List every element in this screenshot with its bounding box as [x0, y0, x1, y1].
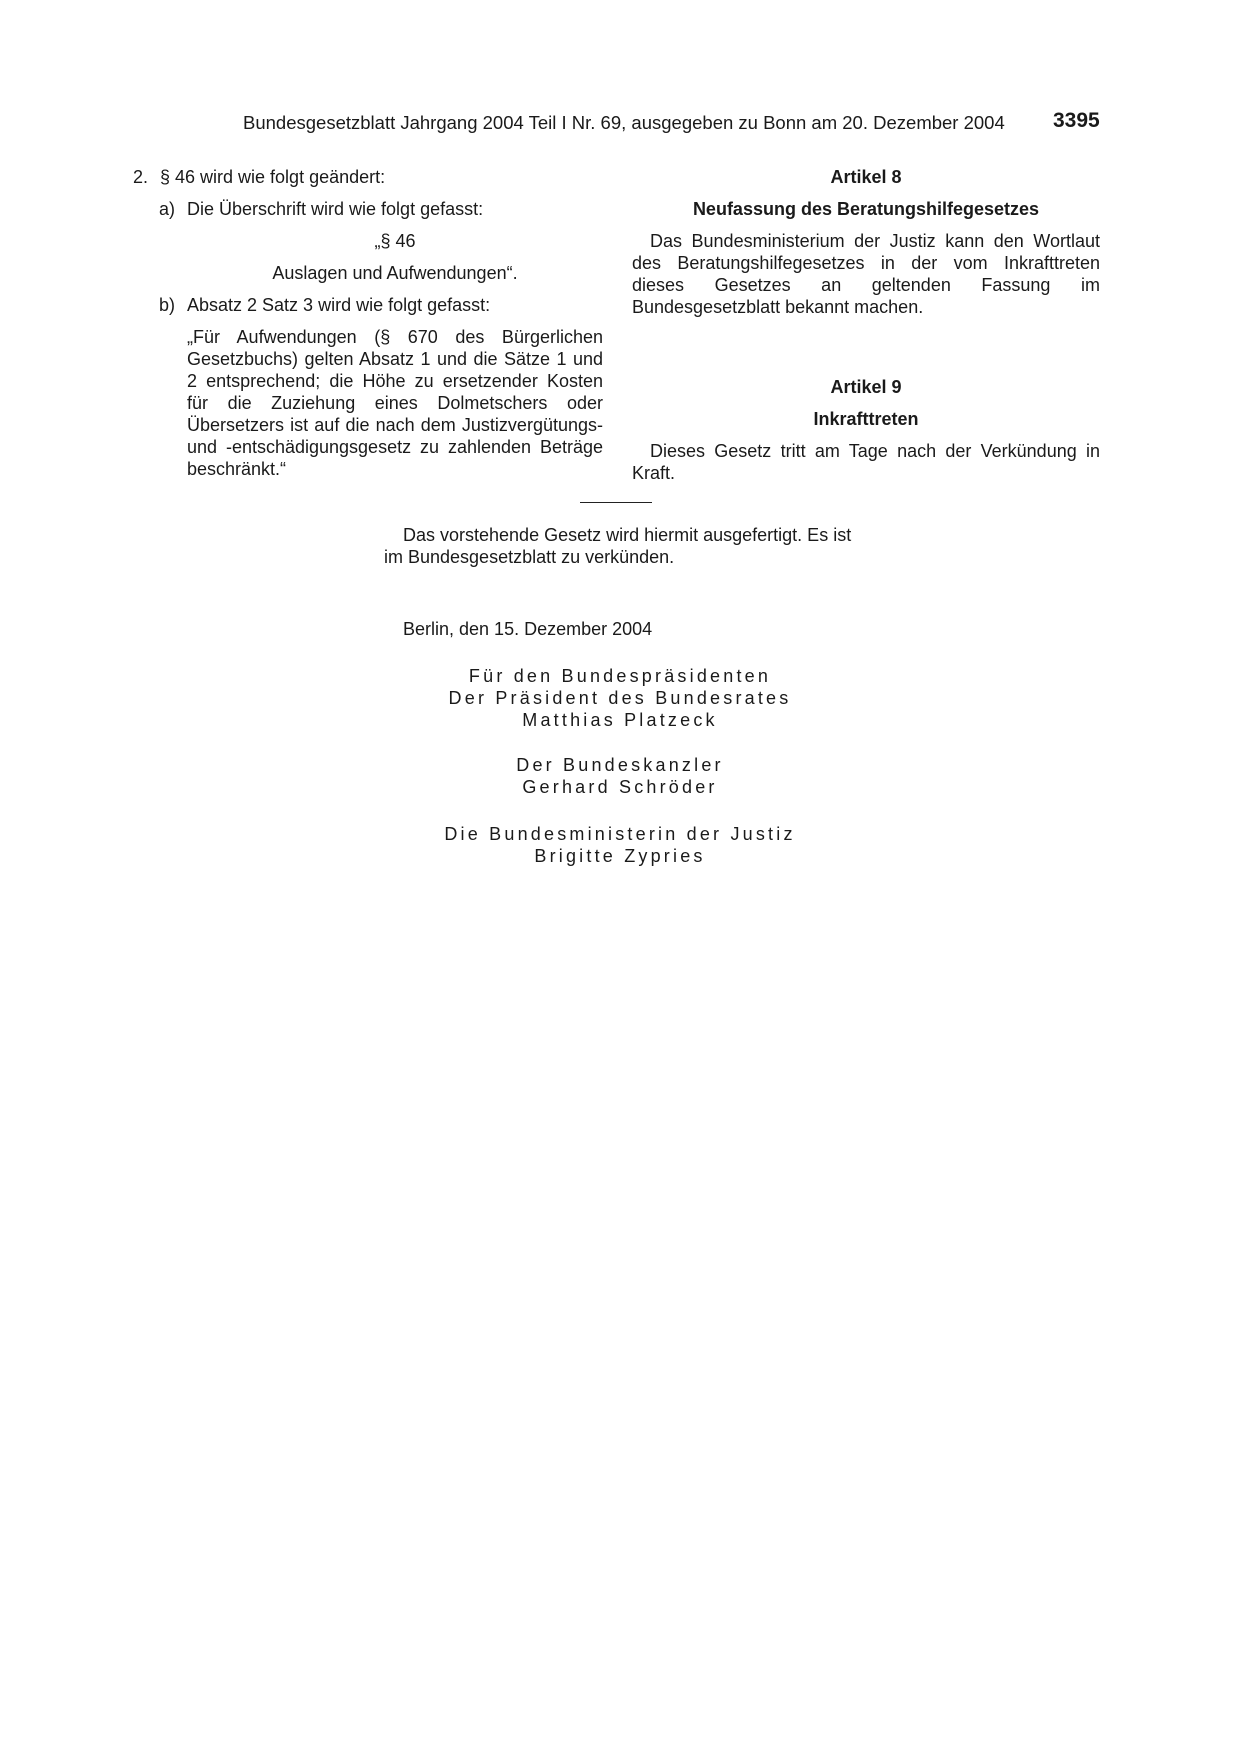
article-9-label: Artikel 9	[830, 377, 902, 397]
item-text: § 46 wird wie folgt geändert:	[160, 167, 386, 187]
sub-b-text: Absatz 2 Satz 3 wird wie folgt gefasst:	[187, 295, 491, 315]
signature-line: Matthias Platzeck	[522, 710, 718, 730]
section-heading: „§ 46	[374, 231, 416, 251]
section-title: Auslagen und Aufwendungen“.	[272, 263, 518, 283]
sub-b-label: b)	[159, 295, 176, 315]
place-date: Berlin, den 15. Dezember 2004	[403, 619, 653, 639]
signature-block-president	[400, 665, 840, 731]
signature-block-chancellor	[400, 754, 840, 798]
signature-line: Die Bundesministerin der Justiz	[444, 824, 796, 844]
enactment-statement	[384, 524, 854, 568]
signature-line: Gerhard Schröder	[522, 777, 718, 797]
article-9-text: Dieses Gesetz tritt am Tage nach der Verkündung in Kraft.	[632, 441, 1100, 483]
signature-line: Für den Bundespräsidenten	[468, 666, 772, 686]
signature-block-justice-minister	[400, 823, 840, 867]
left-column	[133, 166, 603, 479]
right-column	[632, 166, 1100, 484]
article-8-label: Artikel 8	[830, 167, 902, 187]
article-9-title: Inkrafttreten	[813, 409, 919, 429]
article-8-title: Neufassung des Beratungshilfegesetzes	[692, 199, 1040, 219]
signature-line: Brigitte Zypries	[534, 846, 706, 866]
signature-line: Der Präsident des Bundesrates	[448, 688, 792, 708]
section-divider	[580, 502, 652, 503]
running-header: Bundesgesetzblatt Jahrgang 2004 Teil I Nr. 69, ausgegeben zu Bonn am 20. Dezember 2004	[243, 112, 1005, 133]
sub-a-text: Die Überschrift wird wie folgt gefasst:	[187, 199, 484, 219]
article-8-text: Das Bundesministerium der Justiz kann den Wortlaut des Beratungshilfegesetzes in der vom Inkrafttreten dieses Gesetzes an geltenden Fassung im Bundesgesetzblatt bekannt machen.	[632, 231, 1100, 317]
signature-line: Der Bundeskanzler	[516, 755, 724, 775]
item-number: 2.	[133, 167, 149, 187]
enactment-text: Das vorstehende Gesetz wird hiermit ausgefertigt. Es ist im Bundesgesetzblatt zu verkünden.	[384, 525, 852, 567]
sub-a-label: a)	[159, 199, 176, 219]
page-number: 3395	[1053, 109, 1100, 132]
amendment-quote: „Für Aufwendungen (§ 670 des Bürgerlichen Gesetzbuchs) gelten Absatz 1 und die Sätze 1 und 2 entsprechend; die Höhe zu ersetzender Kosten für die Zuziehung eines Dolmetschers oder Übersetzers ist auf die nach dem Justizvergütungs- und -entschädigungsgesetz zu zahlenden Beträge beschränkt.“	[187, 327, 603, 479]
